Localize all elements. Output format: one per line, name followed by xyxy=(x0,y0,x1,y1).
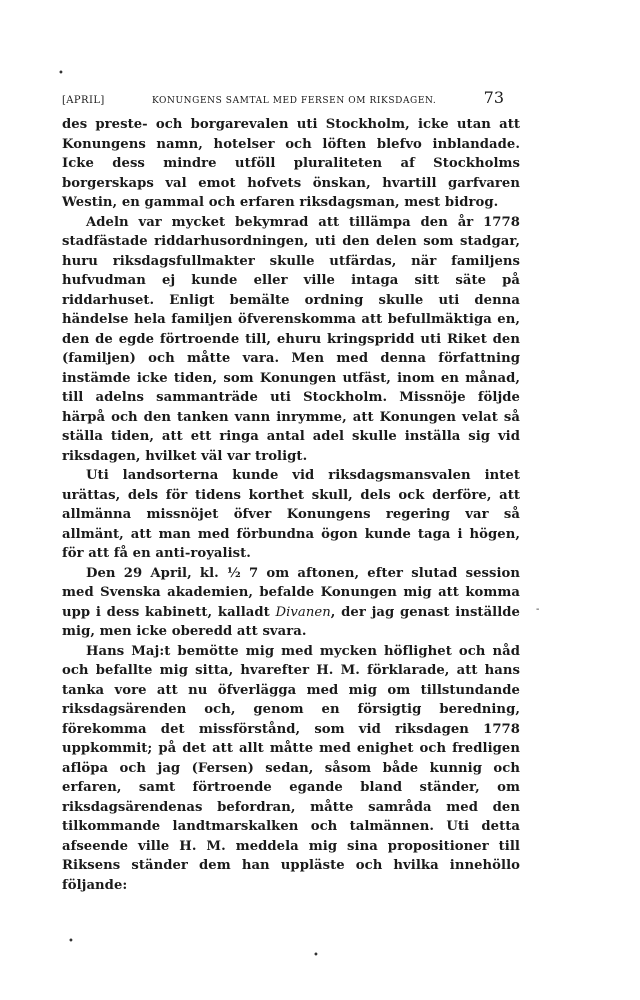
stray-dot-mark: • xyxy=(58,68,64,79)
emphasis-divanen: Divanen xyxy=(275,604,331,620)
running-header xyxy=(62,88,504,107)
paragraph-2: Adeln var mycket bekymrad att tillämpa den år 1778 stadfästade riddarhusordningen, uti den delen som stadgar, huru riksdagsfullmakter skulle utfärdas, när familjens hufvudman ej kunde eller ville intaga sitt säte på riddarhuset. Enligt bemälte ordning skulle uti denna händelse hela familjen öfverenskomma att befullmäktiga en, den de egde förtroende till, ehuru kringspridd uti Riket den (familjen) och måtte vara. Men med denna författning instämde icke tiden, som Konungen utfäst, inom en månad, till adelns sammanträde uti Stockholm. Missnöje följde härpå och den tanken vann inrymme, att Konungen velat så ställa tiden, att ett ringa antal adel skulle inställa sig vid riksdagen, hvilket väl var troligt. xyxy=(62,214,520,464)
header-section: [APRIL] xyxy=(62,95,105,106)
header-title: KONUNGENS SAMTAL MED FERSEN OM RIKSDAGEN. xyxy=(151,96,437,106)
paragraph-3: Uti landsorterna kunde vid riksdagsmansvalen intet urättas, dels för tidens korthet skull, dels ock derföre, att allmänna missnöjet öfver Konungens regering var så allmänt, att man med förbundna ögon kunde taga i högen, för att få en anti-royalist. xyxy=(62,468,520,561)
page-number: 73 xyxy=(483,88,504,107)
margin-dash-mark: - xyxy=(536,604,540,615)
body-text xyxy=(62,115,520,895)
stray-dot-mark-3: • xyxy=(313,950,319,961)
stray-dot-mark-2: • xyxy=(68,936,74,947)
paragraph-5: Hans Maj:t bemötte mig med mycken höflighet och nåd och befallte mig sitta, hvarefter H. M. förklarade, att hans tanka vore att nu öfverlägga med mig om tillstundande riksdagsärenden och, genom en försigtig beredning, förekomma det missförstånd, som vid riksdagen 1778 uppkommit; på det att allt måtte med enighet och fredligen aflöpa och jag (Fersen) sedan, såsom både kunnig och erfaren, samt förtroende egande bland ständer, om riksdagsärendenas befordran, måtte samråda med den tilkommande landtmarskalken och talmännen. Uti detta afseende ville H. M. meddela mig sina propositioner till Riksens ständer dem han uppläste och hvilka innehöllo följande: xyxy=(62,643,520,893)
paragraph-1: des preste- och borgarevalen uti Stockholm, icke utan att Konungens namn, hotelser och löften blefvo inblandade. Icke dess mindre utföll pluraliteten af Stockholms borgerskaps val emot hofvets önskan, hvartill garfvaren Westin, en gammal och erfaren riksdagsman, mest bidrog. xyxy=(62,117,520,210)
paragraph-4: Den 29 April, kl. ½ 7 om aftonen, efter slutad session med Svenska akademien, befalde Konungen mig att komma upp i dess kabinett, kalladt Divanen, der jag genast inställde mig, men icke oberedd att svara. xyxy=(62,565,520,639)
